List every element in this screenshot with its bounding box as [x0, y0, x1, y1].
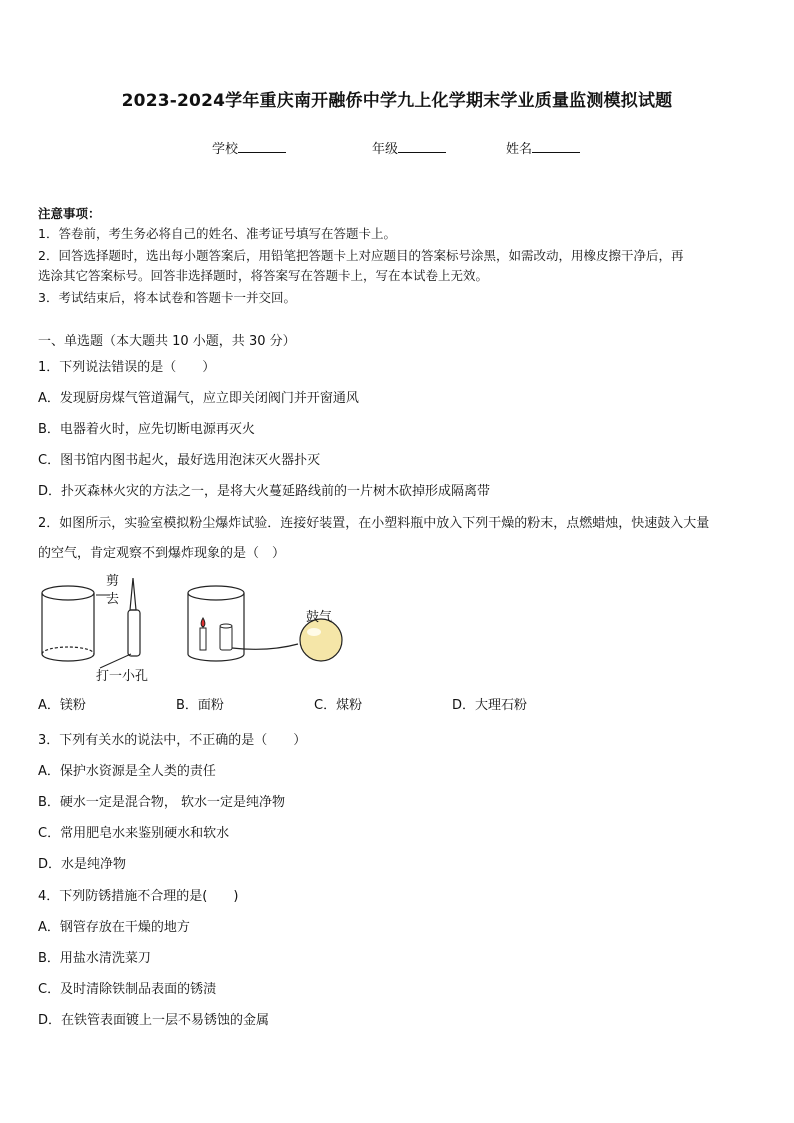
question-2-option-d: D．大理石粉: [452, 698, 528, 713]
question-4-option-d: D．在铁管表面镀上一层不易锈蚀的金属: [38, 1013, 270, 1028]
question-1-stem: 1．下列说法错误的是（ ）: [38, 360, 216, 375]
dust-explosion-figure: [36, 570, 356, 690]
question-2-options: [38, 694, 758, 716]
name-field: [506, 138, 580, 157]
question-4-option-c: C．及时清除铁制品表面的锈渍: [38, 982, 217, 997]
question-2-stem-line-1: 2．如图所示，实验室模拟粉尘爆炸试验．连接好装置，在小塑料瓶中放入下列干燥的粉末，点燃蜡烛，快速鼓入大量: [38, 516, 710, 531]
grade-label: 年级: [372, 142, 399, 157]
explosion-jar: [188, 586, 244, 661]
question-3-option-d: D．水是纯净物: [38, 857, 127, 872]
question-1-option-c: C．图书馆内图书起火，最好选用泡沫灭火器扑灭: [38, 453, 321, 468]
school-field: [212, 138, 286, 157]
notice-heading: 注意事项：: [38, 206, 101, 221]
figure-label-cut-1: 剪: [106, 574, 120, 589]
notice-item: 选涂其它答案标号。回答非选择题时，将答案写在答题卡上，写在本试卷上无效。: [38, 268, 489, 283]
question-1-option-a: A．发现厨房煤气管道漏气，应立即关闭阀门并开窗通风: [38, 391, 359, 406]
question-1-option-b: B．电器着火时，应先切断电源再灭火: [38, 422, 255, 437]
question-4-option-b: B．用盐水清洗菜刀: [38, 951, 151, 966]
notice-item: 3．考试结束后，将本试卷和答题卡一并交回。: [38, 290, 296, 305]
question-2-option-a: A．镁粉: [38, 698, 86, 713]
student-info-row: [0, 138, 794, 160]
figure-label-blow: 鼓气: [306, 610, 333, 625]
question-3-option-c: C．常用肥皂水来鉴别硬水和软水: [38, 826, 230, 841]
question-3-option-a: A．保护水资源是全人类的责任: [38, 764, 216, 779]
question-2-option-c: C．煤粉: [314, 698, 363, 713]
question-3-option-b: B．硬水一定是混合物， 软水一定是纯净物: [38, 795, 286, 810]
name-blank[interactable]: [532, 140, 580, 153]
air-tube: [232, 644, 298, 649]
question-2-stem-line-2: 的空气，肯定观察不到爆炸现象的是（ ）: [38, 546, 286, 561]
section-heading: 一、单选题（本大题共 10 小题，共 30 分）: [38, 334, 296, 349]
figure-label-cut-2: 去: [106, 592, 120, 607]
school-label: 学校: [212, 142, 239, 157]
notice-item: 1．答卷前，考生务必将自己的姓名、准考证号填写在答题卡上。: [38, 226, 396, 241]
grade-blank[interactable]: [398, 140, 446, 153]
grade-field: [372, 138, 446, 157]
notice-item: 2．回答选择题时，选出每小题答案后，用铅笔把答题卡上对应题目的答案标号涂黑，如需改动，用橡皮擦干净后，再: [38, 248, 684, 263]
question-2-option-b: B．面粉: [176, 698, 224, 713]
question-1-option-d: D．扑灭森林火灾的方法之一，是将大火蔓延路线前的一片树木砍掉形成隔离带: [38, 484, 491, 499]
figure-label-hole: 打一小孔: [96, 669, 149, 684]
apparatus-drawing: [36, 570, 356, 690]
name-label: 姓名: [506, 142, 533, 157]
air-ball: [300, 619, 342, 661]
school-blank[interactable]: [238, 140, 286, 153]
small-bottle: [220, 624, 232, 650]
question-4-option-a: A．钢管存放在干燥的地方: [38, 920, 190, 935]
question-4-stem: 4．下列防锈措施不合理的是( ): [38, 889, 239, 904]
cylinder-jar: [42, 586, 94, 661]
page-title: 2023-2024学年重庆南开融侨中学九上化学期末学业质量监测模拟试题: [121, 91, 673, 111]
candle: [200, 618, 206, 650]
plastic-bottle: [128, 578, 140, 656]
question-3-stem: 3．下列有关水的说法中，不正确的是（ ）: [38, 733, 307, 748]
